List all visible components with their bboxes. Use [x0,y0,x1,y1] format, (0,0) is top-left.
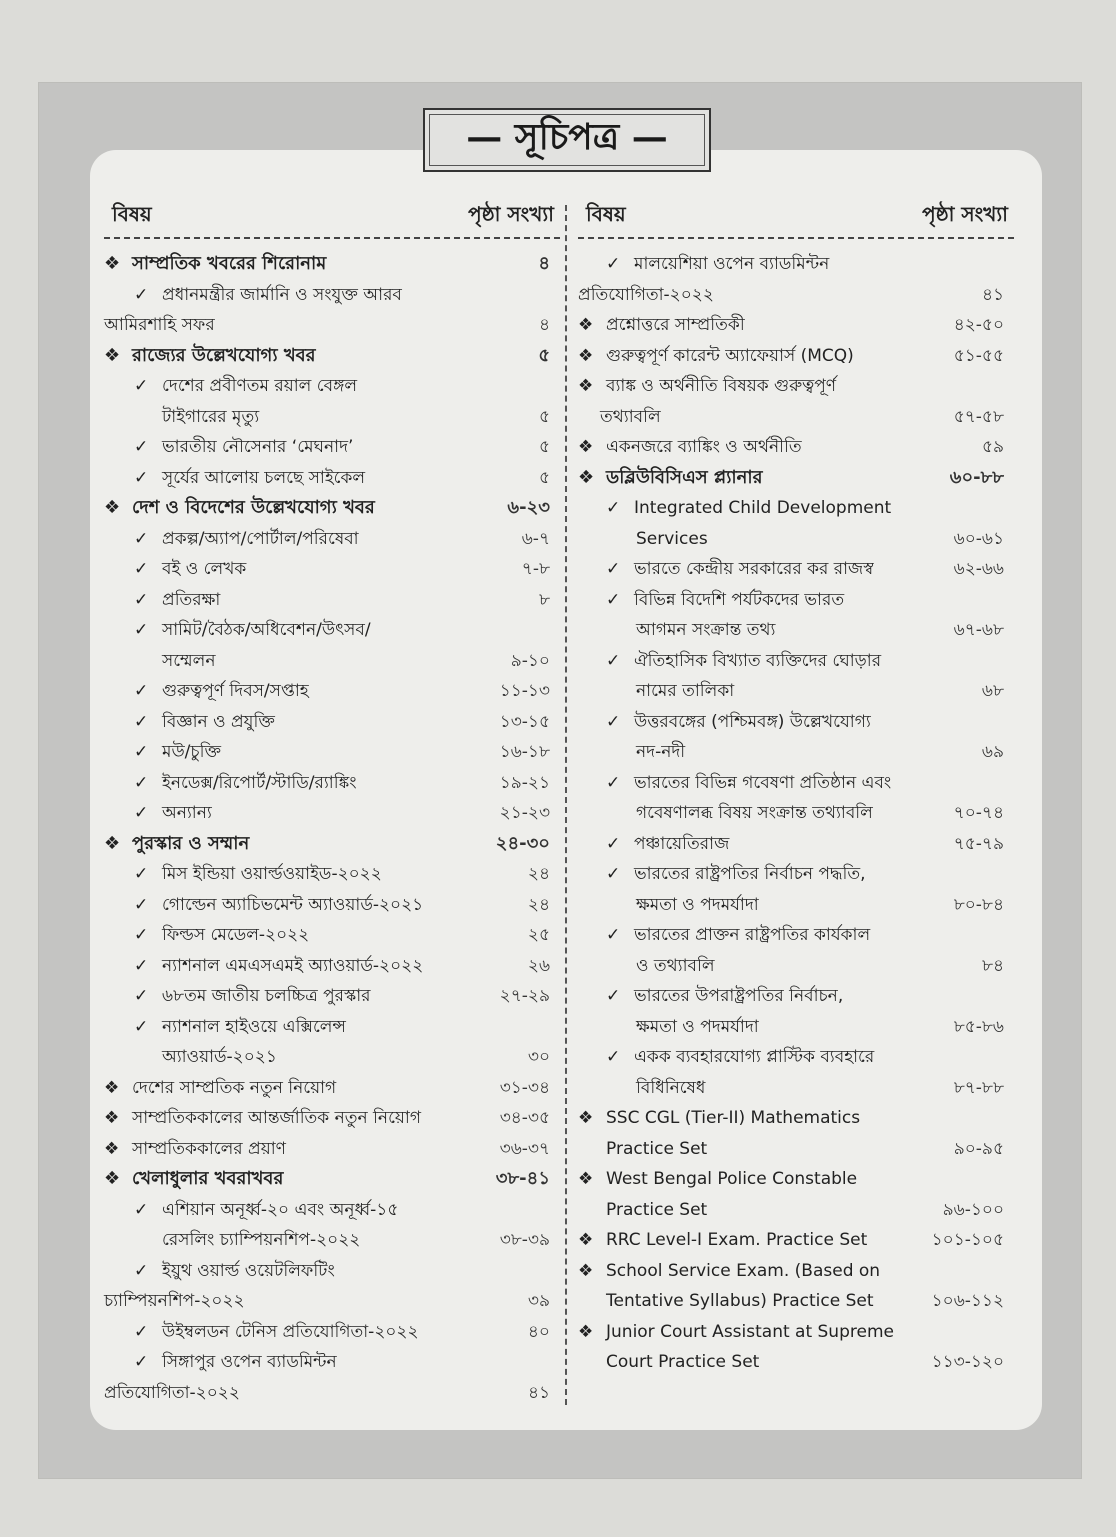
toc-entry-text: প্রতিযোগিতা-২০২২ [578,284,714,305]
toc-entry-text: ✓ সূর্যের আলোয় চলছে সাইকেল [104,463,476,494]
toc-entry-text: Practice Set [606,1138,708,1159]
checkmark-icon: ✓ [606,772,621,793]
page-number: ৬৯ [981,742,1004,762]
toc-entry [578,920,1014,951]
page-number: ৫ [538,344,550,366]
toc-entry [578,402,1014,433]
toc-entry-text: ✓ গুরুত্বপূর্ণ দিবস/সপ্তাহ [104,676,476,707]
toc-entry [104,1195,560,1226]
page-number: ২১-২৩ [499,803,550,823]
checkmark-icon: ✓ [134,1199,149,1220]
toc-entry-text: ✓ দেশের প্রবীণতম রয়াল বেঙ্গল [104,371,476,402]
checkmark-icon: ✓ [134,437,149,457]
page-number: ৬০-৮৮ [949,466,1004,488]
toc-entry [104,493,560,524]
page-number: ২৭-২৯ [499,986,550,1006]
toc-entry-text: ❖ Junior Court Assistant at Supreme [578,1317,930,1348]
toc-entry [578,1042,1014,1073]
diamond-bullet-icon: ❖ [104,253,121,274]
toc-entry [578,524,1014,555]
toc-entry [104,1164,560,1195]
toc-entry-text: ✓ বিভিন্ন বিদেশি পর্যটকদের ভারত [578,585,930,616]
toc-entry-text: ❖ পুরস্কার ও সম্মান [104,829,476,860]
toc-entry-text: ✓ সিঙ্গাপুর ওপেন ব্যাডমিন্টন [104,1347,476,1378]
toc-entry [104,432,560,463]
page-number: ৮০-৮৪ [953,894,1004,915]
toc-entry-text: ❖ West Bengal Police Constable [578,1164,930,1195]
page-number: ৮৭-৮৮ [953,1077,1004,1098]
toc-entry [578,768,1014,799]
diamond-bullet-icon: ❖ [104,1138,120,1159]
page-number: ৩৯ [527,1291,550,1311]
left-entries [104,249,560,1408]
toc-entry [104,768,560,799]
page-number: ৫৭-৫৮ [953,406,1004,427]
toc-entry-text: ✓ ন্যাশনাল এমএসএমই অ্যাওয়ার্ড-২০২২ [104,951,476,982]
toc-entry-text: ❖ সাম্প্রতিককালের প্রয়াণ [104,1134,476,1165]
page-number: ২৬ [527,955,550,976]
toc-entry [104,707,560,738]
toc-entry [104,1378,560,1409]
diamond-bullet-icon: ❖ [104,344,121,366]
toc-entry [578,676,1014,707]
toc-entry [104,524,560,555]
checkmark-icon: ✓ [134,559,149,579]
toc-entry-text: নামের তালিকা [636,681,735,701]
toc-entry [578,615,1014,646]
toc-entry-text: ❖ RRC Level-I Exam. Practice Set [578,1225,930,1256]
toc-entry [104,371,560,402]
diamond-bullet-icon: ❖ [578,437,594,457]
page-number: ৫৯ [981,437,1004,457]
page-number: ৮৪ [981,955,1004,976]
toc-entry [104,1103,560,1134]
page-number: ২৪ [527,864,550,884]
page-number: ৭৫-৭৯ [953,833,1004,854]
page-number: ৩৪-৩৫ [499,1108,550,1128]
toc-entry-text: অ্যাওয়ার্ড-২০২১ [162,1047,277,1067]
toc-entry [578,1164,1014,1195]
page-number: ১১-১৩ [499,681,550,701]
checkmark-icon: ✓ [134,1016,149,1037]
toc-entry-text: Court Practice Set [606,1352,760,1372]
checkmark-icon: ✓ [606,650,621,671]
page-number: ৪ [538,315,550,335]
toc-entry [578,890,1014,921]
checkmark-icon: ✓ [134,894,149,915]
checkmark-icon: ✓ [134,620,149,640]
page-title: — সূচিপত্র — [466,116,668,158]
toc-entry-text: ✓ সামিট/বৈঠক/অধিবেশন/উৎসব/ [104,615,476,646]
toc-entry-text: ✓ বই ও লেখক [104,554,476,585]
toc-entry [104,1134,560,1165]
toc-entry-text: আগমন সংক্রান্ত তথ্য [636,620,776,640]
page-number: ৯০-৯৫ [953,1138,1004,1159]
toc-entry-text: সম্মেলন [162,650,216,671]
checkmark-icon: ✓ [606,864,621,884]
toc-entry-text: ❖ ডব্লিউবিসিএস প্ল্যানার [578,463,930,494]
checkmark-icon: ✓ [134,955,149,976]
toc-entry-text: Practice Set [606,1199,708,1220]
toc-entry [578,463,1014,494]
page-number: ৪ [538,253,550,274]
right-entries [578,249,1014,1378]
toc-entry-text: ❖ সাম্প্রতিক খবরের শিরোনাম [104,249,476,280]
toc-entry [104,554,560,585]
page-number: ১৬-১৮ [499,742,550,762]
toc-entry-text: প্রতিযোগিতা-২০২২ [104,1382,240,1403]
toc-entry [578,310,1014,341]
page-number: ৫১-৫৫ [953,345,1004,366]
diamond-bullet-icon: ❖ [578,1108,594,1128]
toc-entry [104,829,560,860]
page-number: ৬০-৬১ [953,528,1004,549]
diamond-bullet-icon: ❖ [578,1230,594,1250]
toc-entry-text: ✓ ভারতের প্রাক্তন রাষ্ট্রপতির কার্যকাল [578,920,930,951]
checkmark-icon: ✓ [606,559,621,579]
checkmark-icon: ✓ [606,711,621,732]
toc-entry [104,615,560,646]
diamond-bullet-icon: ❖ [104,497,121,518]
diamond-bullet-icon: ❖ [578,1169,594,1189]
page-number: ২৪ [527,894,550,915]
toc-entry-text: ✓ একক ব্যবহারযোগ্য প্লাস্টিক ব্যবহারে [578,1042,930,1073]
diamond-bullet-icon: ❖ [578,1321,594,1342]
toc-entry [104,1012,560,1043]
checkmark-icon: ✓ [606,498,621,518]
toc-entry-text: ✓ ৬৮তম জাতীয় চলচ্চিত্র পুরস্কার [104,981,476,1012]
toc-entry-text: ✓ উত্তরবঙ্গের (পশ্চিমবঙ্গ) উল্লেখযোগ্য [578,707,930,738]
page-number: ৯৬-১০০ [942,1199,1004,1220]
diamond-bullet-icon: ❖ [578,315,594,335]
toc-entry-text: গবেষণালব্ধ বিষয় সংক্রান্ত তথ্যাবলি [636,803,873,823]
page-number: ৬২-৬৬ [953,559,1004,579]
column-divider [565,205,567,1405]
toc-entry [578,1195,1014,1226]
toc-entry [104,341,560,372]
toc-entry-text: ❖ একনজরে ব্যাঙ্কিং ও অর্থনীতি [578,432,930,463]
toc-entry [104,920,560,951]
page-number: ৫ [538,467,550,488]
toc-entry-text: ✓ ফিল্ডস মেডেল-২০২২ [104,920,476,951]
toc-entry-text: ❖ সাম্প্রতিককালের আন্তর্জাতিক নতুন নিয়োগ [104,1103,476,1134]
toc-entry [104,981,560,1012]
checkmark-icon: ✓ [134,803,149,823]
checkmark-icon: ✓ [134,681,149,701]
toc-entry-text: ❖ খেলাধুলার খবরাখবর [104,1164,476,1195]
checkmark-icon: ✓ [134,467,149,488]
toc-entry-text: চ্যাম্পিয়নশিপ-২০২২ [104,1291,245,1311]
toc-entry [578,646,1014,677]
left-column [104,195,560,1408]
checkmark-icon: ✓ [606,986,621,1006]
toc-entry [104,249,560,280]
checkmark-icon: ✓ [134,925,149,945]
toc-entry [578,280,1014,311]
toc-entry [578,859,1014,890]
page-number: ৪২-৫০ [953,315,1004,335]
toc-entry [104,310,560,341]
right-column-header [578,195,1014,239]
toc-entry [104,1317,560,1348]
toc-entry [578,1012,1014,1043]
page-number: ৬-২৩ [507,497,550,518]
toc-entry [578,737,1014,768]
toc-entry [578,493,1014,524]
checkmark-icon: ✓ [134,589,149,610]
toc-entry [104,1286,560,1317]
toc-entry-text: ✓ Integrated Child Development [578,493,930,524]
page-number: ৮৫-৮৬ [953,1016,1004,1037]
checkmark-icon: ✓ [134,742,149,762]
subject-header: বিষয় [112,202,152,226]
toc-entry [578,1256,1014,1287]
diamond-bullet-icon: ❖ [104,832,121,854]
toc-entry-text: নদ-নদী [636,742,686,762]
page-number: ৫ [538,437,550,457]
checkmark-icon: ✓ [134,1321,149,1342]
diamond-bullet-icon: ❖ [578,466,595,488]
toc-entry-text: ✓ ইনডেক্স/রিপোর্ট/স্টাডি/র‍্যাঙ্কিং [104,768,476,799]
toc-entry-text: ✓ বিজ্ঞান ও প্রযুক্তি [104,707,476,738]
toc-entry [578,554,1014,585]
toc-entry-text: ❖ দেশের সাম্প্রতিক নতুন নিয়োগ [104,1073,476,1104]
page-number: ৭-৮ [521,559,550,579]
page-number: ৩১-৩৪ [499,1077,550,1098]
page-number: ১৩-১৫ [499,711,550,732]
page-number-header: পৃষ্ঠা সংখ্যা [468,202,554,226]
page-number: ২৫ [527,925,550,945]
checkmark-icon: ✓ [134,986,149,1006]
toc-entry-text: ❖ SSC CGL (Tier-II) Mathematics [578,1103,930,1134]
diamond-bullet-icon: ❖ [578,376,594,396]
toc-entry [104,1256,560,1287]
toc-entry [578,707,1014,738]
page-number: ১৯-২১ [499,772,550,793]
diamond-bullet-icon: ❖ [104,1108,120,1128]
toc-entry [578,798,1014,829]
toc-entry [578,1134,1014,1165]
toc-entry-text: ❖ গুরুত্বপূর্ণ কারেন্ট অ্যাফেয়ার্স (MCQ) [578,341,930,372]
toc-entry-text: ✓ প্রকল্প/অ্যাপ/পোর্টাল/পরিষেবা [104,524,476,555]
checkmark-icon: ✓ [606,1047,621,1067]
toc-entry-text: Tentative Syllabus) Practice Set [606,1291,874,1311]
toc-entry [104,463,560,494]
title-box [423,108,711,172]
checkmark-icon: ✓ [134,772,149,793]
checkmark-icon: ✓ [134,1352,149,1372]
page-number: ১০৬-১১২ [931,1291,1004,1311]
toc-entry [104,280,560,311]
toc-entry-text: তথ্যাবলি [600,406,661,427]
checkmark-icon: ✓ [606,589,621,610]
toc-entry [104,737,560,768]
toc-entry [578,432,1014,463]
checkmark-icon: ✓ [606,925,621,945]
toc-entry-text: ও তথ্যাবলি [636,955,715,976]
toc-entry [104,402,560,433]
toc-entry [578,341,1014,372]
checkmark-icon: ✓ [134,528,149,549]
diamond-bullet-icon: ❖ [104,1168,121,1189]
toc-entry [104,1073,560,1104]
toc-entry-text: আমিরশাহি সফর [104,315,215,335]
toc-entry [578,1073,1014,1104]
checkmark-icon: ✓ [606,833,621,854]
toc-entry-text: ❖ School Service Exam. (Based on [578,1256,930,1287]
toc-entry-text: ✓ গোল্ডেন অ্যাচিভমেন্ট অ্যাওয়ার্ড-২০২১ [104,890,476,921]
page-number: ৬৭-৬৮ [953,620,1004,640]
page-number: ৫ [538,406,550,427]
toc-entry [578,1317,1014,1348]
toc-entry [578,249,1014,280]
page-number: ৬-৭ [521,528,550,549]
toc-entry-text: ক্ষমতা ও পদমর্যাদা [636,894,759,915]
toc-entry [578,585,1014,616]
toc-entry-text: ✓ ভারতের রাষ্ট্রপতির নির্বাচন পদ্ধতি, [578,859,930,890]
toc-entry [104,951,560,982]
toc-entry-text: ✓ ইয়ুথ ওয়ার্ল্ড ওয়েটলিফটিং [104,1256,476,1287]
toc-entry [578,1103,1014,1134]
toc-entry-text: ✓ মউ/চুক্তি [104,737,476,768]
checkmark-icon: ✓ [134,376,149,396]
checkmark-icon: ✓ [134,711,149,732]
toc-entry-text: ✓ প্রধানমন্ত্রীর জার্মানি ও সংযুক্ত আরব [104,280,476,311]
toc-entry-text: ❖ ব্যাঙ্ক ও অর্থনীতি বিষয়ক গুরুত্বপূর্ণ [578,371,930,402]
left-column-header [104,195,560,239]
checkmark-icon: ✓ [134,1260,149,1281]
toc-entry [578,1347,1014,1378]
page-number: ৪১ [981,284,1004,305]
toc-entry [104,676,560,707]
toc-entry [578,371,1014,402]
diamond-bullet-icon: ❖ [578,345,594,366]
toc-entry-text: ✓ প্রতিরক্ষা [104,585,476,616]
toc-entry-text: ❖ রাজ্যের উল্লেখযোগ্য খবর [104,341,476,372]
page-number: ৩০ [527,1047,550,1067]
toc-entry-text: ✓ ভারতের বিভিন্ন গবেষণা প্রতিষ্ঠান এবং [578,768,930,799]
checkmark-icon: ✓ [134,864,149,884]
toc-entry-text: ✓ অন্যান্য [104,798,476,829]
toc-entry [104,1225,560,1256]
diamond-bullet-icon: ❖ [104,1077,120,1098]
page-number: ১০১-১০৫ [931,1230,1004,1250]
toc-entry [578,829,1014,860]
toc-entry-text: ✓ ন্যাশনাল হাইওয়ে এক্সিলেন্স [104,1012,476,1043]
subject-header: বিষয় [586,202,626,226]
toc-entry [578,951,1014,982]
page-number: ৩৬-৩৭ [499,1138,550,1159]
right-column [578,195,1014,1378]
toc-entry-text: ✓ ভারতে কেন্দ্রীয় সরকারের কর রাজস্ব [578,554,930,585]
toc-entry-text: ✓ এশিয়ান অনূর্ধ্ব-২০ এবং অনূর্ধ্ব-১৫ [104,1195,476,1226]
toc-entry-text: রেসলিং চ্যাম্পিয়নশিপ-২০২২ [162,1230,361,1250]
toc-entry-text: ✓ উইম্বলডন টেনিস প্রতিযোগিতা-২০২২ [104,1317,476,1348]
page-number: ৪০ [527,1321,550,1342]
toc-entry-text: ✓ মিস ইন্ডিয়া ওয়ার্ল্ডওয়াইড-২০২২ [104,859,476,890]
toc-entry-text: ✓ পঞ্চায়েতিরাজ [578,829,930,860]
toc-entry-text: ❖ প্রশ্নোত্তরে সাম্প্রতিকী [578,310,930,341]
toc-entry-text: ✓ ভারতের উপরাষ্ট্রপতির নির্বাচন, [578,981,930,1012]
page-number-header: পৃষ্ঠা সংখ্যা [922,202,1008,226]
page-number: ৭০-৭৪ [953,803,1004,823]
toc-entry [104,890,560,921]
toc-entry-text: ক্ষমতা ও পদমর্যাদা [636,1016,759,1037]
toc-entry-text: Services [636,528,708,549]
toc-entry-text: টাইগারের মৃত্যু [162,406,260,427]
toc-entry [104,646,560,677]
toc-entry [104,1347,560,1378]
page-number: ২৪-৩০ [495,832,550,854]
toc-entry [104,859,560,890]
page-number: ৩৮-৩৯ [499,1230,550,1250]
page-number: ৪১ [527,1382,550,1403]
page-number: ১১৩-১২০ [931,1352,1004,1372]
toc-entry [578,1225,1014,1256]
toc-entry-text: ❖ দেশ ও বিদেশের উল্লেখযোগ্য খবর [104,493,476,524]
toc-entry [104,585,560,616]
toc-entry-text: ✓ ভারতীয় নৌসেনার ‘মেঘনাদ’ [104,432,476,463]
toc-entry [104,798,560,829]
checkmark-icon: ✓ [134,284,149,305]
checkmark-icon: ✓ [606,254,621,274]
page-number: ৯-১০ [510,650,550,671]
page-number: ৬৮ [981,681,1004,701]
toc-entry [578,1286,1014,1317]
page-number: ৮ [538,589,550,610]
toc-entry-text: ✓ ঐতিহাসিক বিখ্যাত ব্যক্তিদের ঘোড়ার [578,646,930,677]
toc-entry-text: ✓ মালয়েশিয়া ওপেন ব্যাডমিন্টন [578,249,930,280]
diamond-bullet-icon: ❖ [578,1260,594,1281]
toc-entry [104,1042,560,1073]
toc-entry [578,981,1014,1012]
page-number: ৩৮-৪১ [495,1168,550,1189]
toc-entry-text: বিধিনিষেধ [636,1077,706,1098]
